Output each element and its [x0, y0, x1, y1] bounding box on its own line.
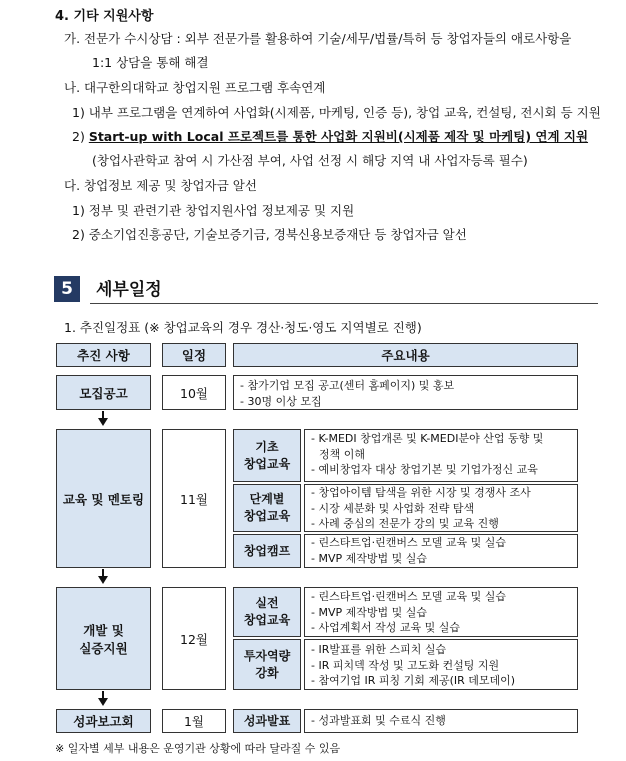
dev-sub2-line: - IR발표를 위한 스피치 실습	[311, 643, 447, 656]
edu-sub2-content	[304, 484, 578, 532]
edu-sub2-label-1: 단계별	[249, 492, 285, 506]
dev-sub1-label	[233, 587, 301, 637]
edu-sub1-lines	[311, 431, 543, 478]
dev-sub1-line: - 사업계획서 작성 교육 및 실습	[311, 621, 460, 634]
section-number: 5	[54, 276, 80, 302]
row-report-item: 성과보고회	[56, 709, 151, 733]
item-b1: 1) 내부 프로그램을 연계하여 사업화(시제품, 마케팅, 인증 등), 창업 교육, 컨설팅, 전시회 등 지원	[72, 105, 601, 120]
item-b2-note: (창업사관학교 참여 시 가산점 부여, 사업 선정 시 해당 지역 내 사업자등록 필수)	[92, 153, 528, 168]
down-arrow-icon	[98, 576, 108, 584]
row-recruit-content	[233, 375, 578, 410]
edu-sub2-lines	[311, 485, 531, 532]
report-line: - 성과발표회 및 수료식 진행	[311, 714, 446, 727]
item-b2-bold: Start-up with Local 프로젝트를 통한 사업화 지원비(시제품 제작 및 마케팅) 연계 지원	[88, 129, 589, 144]
edu-sub2-label	[233, 484, 301, 532]
dev-sub2-line: - 참여기업 IR 피칭 기회 제공(IR 데모데이)	[311, 674, 516, 687]
row-edu-date: 11월	[162, 429, 226, 568]
edu-sub3-label-1: 창업캠프	[243, 543, 291, 558]
item-b2	[72, 127, 588, 145]
dev-sub1-label-1: 실전	[255, 596, 279, 610]
edu-sub3-label	[233, 534, 301, 568]
item-b2-prefix: 2)	[72, 129, 89, 144]
report-sub-label	[233, 709, 301, 733]
edu-sub2-line: - 시장 세분화 및 사업화 전략 탐색	[311, 501, 475, 515]
edu-sub1-line: - 예비창업자 대상 창업기본 및 기업가정신 교육	[311, 463, 538, 476]
edu-sub1-label	[233, 429, 301, 482]
dev-sub2-content	[304, 639, 578, 690]
dev-sub1-content	[304, 587, 578, 637]
row-recruit-item: 모집공고	[56, 375, 151, 410]
item-a: 가. 전문가 수시상담 : 외부 전문가를 활용하여 기술/세무/법률/특허 등 창업자들의 애로사항을	[64, 31, 572, 46]
edu-sub3-line: - 린스타트업·린캔버스 모델 교육 및 실습	[311, 536, 506, 549]
row-dev-item-2: 실증지원	[79, 640, 128, 656]
row-recruit-date: 10월	[162, 375, 226, 410]
row-report-date: 1월	[162, 709, 226, 733]
report-lines	[311, 713, 446, 729]
edu-sub3-content	[304, 534, 578, 568]
section4-title: 4. 기타 지원사항	[55, 9, 154, 24]
row-dev-item-1: 개발 및	[83, 622, 124, 638]
item-b: 나. 대구한의대학교 창업지원 프로그램 후속연계	[64, 80, 326, 95]
schedule-subtitle: 1. 추진일정표 (※ 창업교육의 경우 경산·청도·영도 지역별로 진행)	[64, 320, 422, 335]
row-edu-item: 교육 및 멘토링	[56, 429, 151, 568]
section-divider	[90, 303, 598, 304]
report-content	[304, 709, 578, 733]
edu-sub2-label-2: 창업교육	[243, 509, 291, 523]
recruit-lines	[240, 378, 454, 409]
dev-sub1-label-2: 창업교육	[243, 613, 291, 627]
down-arrow-icon	[98, 418, 108, 426]
dev-sub2-label	[233, 639, 301, 690]
edu-sub2-line: - 창업아이템 탐색을 위한 시장 및 경쟁사 조사	[311, 486, 531, 499]
dev-sub2-line: - IR 피치덱 작성 및 고도화 컨설팅 지원	[311, 658, 500, 672]
edu-sub1-line: - K-MEDI 창업개론 및 K-MEDI분야 산업 동향 및	[311, 432, 544, 445]
down-arrow-icon	[98, 698, 108, 706]
row-dev-item	[56, 587, 151, 690]
dev-sub1-line: - 린스타트업·린캔버스 모델 교육 및 실습	[311, 590, 506, 603]
header-date: 일정	[162, 343, 226, 367]
report-sub-label-text: 성과발표	[243, 713, 291, 728]
edu-sub1-content	[304, 429, 578, 482]
edu-sub3-lines	[311, 535, 506, 566]
edu-sub3-line: - MVP 제작방법 및 실습	[311, 551, 427, 565]
edu-sub1-label-1: 기초	[255, 439, 279, 454]
dev-sub1-line: - MVP 제작방법 및 실습	[311, 605, 427, 619]
row-dev-date: 12월	[162, 587, 226, 690]
item-c2: 2) 중소기업진흥공단, 기술보증기금, 경북신용보증재단 등 창업자금 알선	[72, 227, 467, 242]
section-title: 세부일정	[96, 280, 162, 300]
header-item: 추진 사항	[56, 343, 151, 367]
dev-sub2-label-2: 강화	[255, 665, 279, 680]
item-c1: 1) 정부 및 관련기관 창업지원사업 정보제공 및 지원	[72, 203, 355, 218]
dev-sub2-lines	[311, 642, 515, 689]
footnote: ※ 일자별 세부 내용은 운영기관 상황에 따라 달라질 수 있음	[55, 742, 341, 755]
recruit-line: - 참가기업 모집 공고(센터 홈페이지) 및 홍보	[240, 379, 455, 392]
recruit-line: - 30명 이상 모집	[240, 394, 322, 408]
edu-sub2-line: - 사례 중심의 전문가 강의 및 교육 진행	[311, 517, 499, 530]
dev-sub1-lines	[311, 589, 506, 636]
edu-sub1-label-2: 창업교육	[243, 456, 291, 471]
item-c: 다. 창업정보 제공 및 창업자금 알선	[64, 178, 257, 193]
header-content: 주요내용	[233, 343, 578, 367]
item-a-cont: 1:1 상담을 통해 해결	[92, 55, 209, 70]
dev-sub2-label-1: 투자역량	[243, 648, 291, 663]
edu-sub1-line: 정책 이해	[319, 447, 366, 461]
